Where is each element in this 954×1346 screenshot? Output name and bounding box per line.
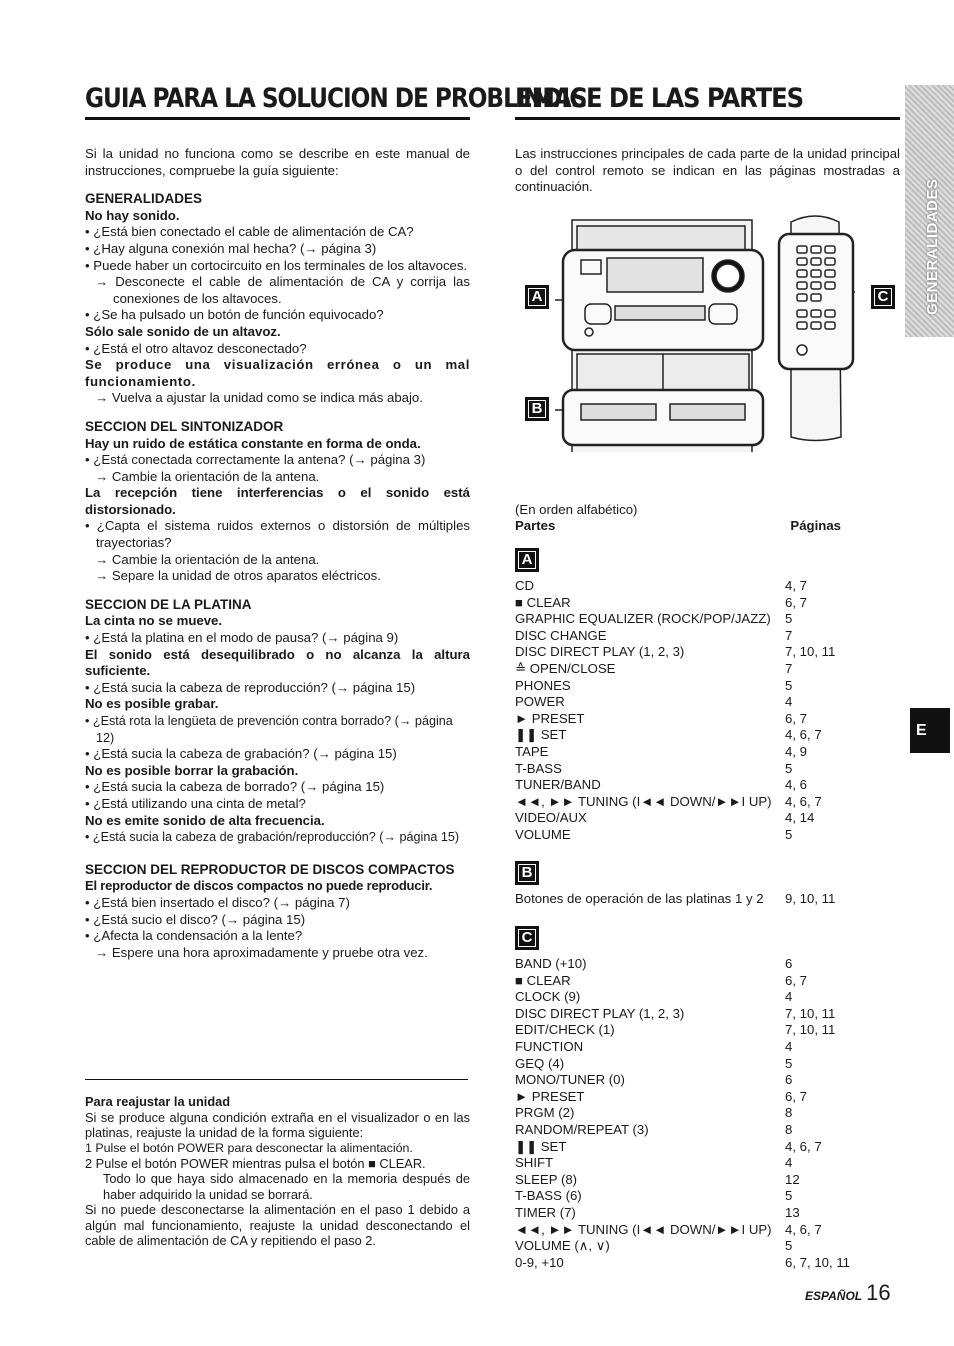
problem-heading: No es posible borrar la grabación. [85,762,299,778]
section-heading: SECCION DEL REPRODUCTOR DE DISCOS COMPACTOS [85,861,455,877]
part-name: VOLUME [515,826,571,842]
index-row [515,744,900,761]
part-name: PHONES [515,677,571,693]
check-item: • ¿Afecta la condensación a la lente? [85,928,303,944]
part-name: DISC CHANGE [515,627,607,643]
part-name: EDIT/CHECK (1) [515,1022,615,1038]
part-name: MONO/TUNER (0) [515,1072,625,1088]
index-row [515,661,900,678]
check-item: • ¿Se ha pulsado un botón de función equivocado? [85,307,384,323]
side-tab-label: GENERALIDADES [924,178,941,315]
part-pages: 6, 7 [785,594,807,610]
section-cd [85,862,470,962]
stereo-system-drawing [515,212,855,452]
section-tuner [85,419,470,585]
part-name: ❚❚ SET [515,727,567,743]
part-name: GEQ (4) [515,1055,565,1071]
reset-section [85,1094,470,1248]
index-row [515,711,900,728]
part-name: T-BASS [515,760,562,776]
index-row [515,761,900,778]
title-rule [85,117,470,120]
part-name: BAND (+10) [515,956,587,972]
index-row [515,827,900,844]
part-pages: 5 [785,611,793,627]
problem-heading: No es posible grabar. [85,696,219,712]
part-pages: 4, 9 [785,743,807,759]
part-pages: 5 [785,1055,793,1071]
index-row [515,644,900,661]
part-pages: 13 [785,1204,800,1220]
part-name: DISC DIRECT PLAY (1, 2, 3) [515,1005,685,1021]
part-name: VIDEO/AUX [515,810,587,826]
index-row [515,1188,900,1205]
part-pages: 5 [785,677,793,693]
check-item: • ¿Está rota la lengüeta de prevención contra borrado? (→ página 12) [85,714,453,745]
part-pages: 4, 6, 7 [785,1138,822,1154]
part-pages: 5 [785,1188,793,1204]
reset-step-note: Todo lo que haya sido almacenado en la memoria después de haber adquirido la unidad se borrará. [103,1171,470,1202]
index-row [515,1205,900,1222]
part-pages: 12 [785,1171,800,1187]
part-pages: 7 [785,660,793,676]
main-unit-drawing [555,220,763,452]
title-rule [515,117,900,120]
part-name: ❚❚ SET [515,1138,567,1154]
remedy-item: → Espere una hora aproximadamente y pruebe otra vez. [95,944,428,960]
part-name: GRAPHIC EQUALIZER (ROCK/POP/JAZZ) [515,611,771,627]
part-name: VOLUME (∧, ∨) [515,1238,610,1254]
index-row [515,794,900,811]
remedy-item: → Separe la unidad de otros aparatos eléctricos. [95,568,381,584]
index-header [515,518,841,535]
part-name: ► PRESET [515,710,585,726]
remedy-item: → Vuelva a ajustar la unidad como se indica más abajo. [95,390,423,406]
index-row [515,1238,900,1255]
check-item: • ¿Está la platina en el modo de pausa? (→ página 9) [85,630,399,646]
part-name: CLOCK (9) [515,989,581,1005]
part-pages: 6, 7 [785,972,807,988]
part-pages: 4, 6, 7 [785,1221,822,1237]
check-item: • ¿Está bien insertado el disco? (→ página 7) [85,894,350,910]
part-pages: 4 [785,1039,793,1055]
part-pages: 6, 7 [785,710,807,726]
reset-intro: Si se produce alguna condición extraña en el visualizador o en las platinas, reajuste la unidad de la forma siguiente: [85,1109,470,1141]
part-pages: 5 [785,1238,793,1254]
part-name: ◄◄, ►► TUNING (I◄◄ DOWN/►►I UP) [515,793,772,809]
part-name: SLEEP (8) [515,1171,578,1187]
index-row [515,1006,900,1023]
part-name: TAPE [515,743,549,759]
part-pages: 6, 7 [785,1088,807,1104]
index-groups [515,548,900,1271]
parts-index-intro: Las instrucciones principales de cada parte de la unidad principal o del control remoto se indican en las páginas mostradas a continuación. [515,146,900,195]
remedy-item: → Desconecte el cable de alimentación de CA y corrija las conexiones de los altavoces. [95,274,470,306]
section-heading: SECCION DEL SINTONIZADOR [85,418,284,434]
part-name: POWER [515,694,565,710]
index-row [515,891,900,908]
index-group-label: B [515,861,539,885]
problem-heading: Hay un ruido de estática constante en forma de onda. [85,435,421,451]
index-row [515,578,900,595]
part-pages: 4 [785,694,793,710]
section-heading: GENERALIDADES [85,191,203,207]
index-row [515,1039,900,1056]
language-tab: E [910,708,950,753]
part-pages: 4, 7 [785,577,807,593]
check-item: • ¿Está sucia la cabeza de borrado? (→ página 15) [85,779,385,795]
part-name: ■ CLEAR [515,972,571,988]
part-pages: 5 [785,760,793,776]
problem-heading: El sonido está desequilibrado o no alcanza la altura suficiente. [85,646,470,679]
index-row [515,777,900,794]
problem-heading: No es emite sonido de alta frecuencia. [85,812,325,828]
index-row [515,1155,900,1172]
check-item: • ¿Está sucia la cabeza de reproducción? (→ página 15) [85,679,416,695]
col-parts: Partes [515,518,556,534]
label-c: C [871,285,895,309]
label-a: A [525,285,549,309]
check-item: • ¿Está conectada correctamente la antena? (→ página 3) [85,452,426,468]
part-pages: 4, 6 [785,777,807,793]
part-name: DISC DIRECT PLAY (1, 2, 3) [515,644,685,660]
parts-index-column [515,82,900,1271]
section-side-tab [905,85,954,337]
index-row [515,727,900,744]
index-row [515,973,900,990]
part-pages: 7 [785,627,793,643]
index-row [515,1255,900,1272]
section-deck [85,597,470,846]
remedy-item: → Cambie la orientación de la antena. [95,551,320,567]
index-row [515,1105,900,1122]
index-row [515,810,900,827]
part-name: ≙ OPEN/CLOSE [515,660,616,676]
part-pages: 7, 10, 11 [785,1022,836,1038]
reset-step: 2 Pulse el botón POWER mientras pulsa el botón ■ CLEAR. [85,1155,426,1171]
part-name: SHIFT [515,1155,554,1171]
part-pages: 4, 14 [785,810,815,826]
index-row [515,1139,900,1156]
part-pages: 6, 7, 10, 11 [785,1254,851,1270]
section-general [85,191,470,407]
part-pages: 5 [785,826,793,842]
index-row [515,678,900,695]
index-row [515,1072,900,1089]
reset-divider [85,1079,468,1080]
part-name: T-BASS (6) [515,1188,582,1204]
part-name: FUNCTION [515,1039,584,1055]
index-row [515,956,900,973]
footer-language: ESPAÑOL [805,1289,863,1303]
troubleshooting-intro: Si la unidad no funciona como se describe en este manual de instrucciones, compruebe la guía siguiente: [85,146,470,178]
check-item: • ¿Hay alguna conexión mal hecha? (→ página 3) [85,240,377,256]
index-row [515,1222,900,1239]
index-row [515,611,900,628]
page-footer [805,1280,891,1305]
check-item: • ¿Capta el sistema ruidos externos o distorsión de múltiples trayectorias? [85,518,470,551]
reset-step: 1 Pulse el botón POWER para desconectar la alimentación. [85,1140,413,1155]
col-pages: Páginas [790,518,841,534]
part-name: PRGM (2) [515,1105,575,1121]
check-item: • ¿Está sucia la cabeza de grabación? (→ página 15) [85,746,397,762]
check-item: • ¿Está el otro altavoz desconectado? [85,340,307,356]
part-pages: 4, 6, 7 [785,793,822,809]
index-group-label: A [515,548,539,572]
problem-heading: Se produce una visualización errónea o un mal funcionamiento. [85,357,470,389]
index-row [515,1089,900,1106]
part-name: ► PRESET [515,1088,585,1104]
part-pages: 6 [785,1072,793,1088]
part-pages: 4, 6, 7 [785,727,822,743]
index-row [515,628,900,645]
troubleshooting-title: GUIA PARA LA SOLUCION DE PROBLEMAS [85,83,587,114]
check-item: • ¿Está sucia la cabeza de grabación/reproducción? (→ página 15) [85,830,460,845]
part-pages: 7, 10, 11 [785,1005,836,1021]
problem-heading: La recepción tiene interferencias o el sonido está distorsionado. [85,485,470,517]
check-item: • Puede haber un cortocircuito en los terminales de los altavoces. [85,257,468,273]
reset-heading: Para reajustar la unidad [85,1094,231,1110]
part-name: Botones de operación de las platinas 1 y 2 [515,891,764,907]
part-pages: 7, 10, 11 [785,644,836,660]
part-name: ■ CLEAR [515,594,571,610]
label-b: B [525,397,549,421]
section-heading: SECCION DE LA PLATINA [85,596,252,612]
problem-heading: El reproductor de discos compactos no puede reproducir. [85,878,433,894]
part-name: 0-9, +10 [515,1254,564,1270]
part-name: TUNER/BAND [515,777,601,793]
check-item: • ¿Está bien conectado el cable de alimentación de CA? [85,224,414,240]
index-row [515,1022,900,1039]
reset-outro: Si no puede desconectarse la alimentación en el paso 1 debido a algún mal funcionamiento, reajuste la unidad desconectando el cable de alimentación de CA y repitiendo el paso 2. [85,1202,470,1248]
part-name: TIMER (7) [515,1204,576,1220]
part-pages: 9, 10, 11 [785,891,836,907]
part-pages: 4 [785,989,793,1005]
problem-heading: La cinta no se mueve. [85,613,223,629]
order-note: (En orden alfabético) [515,501,638,517]
part-pages: 4 [785,1155,793,1171]
index-row [515,989,900,1006]
index-row [515,1172,900,1189]
part-name: ◄◄, ►► TUNING (I◄◄ DOWN/►►I UP) [515,1221,772,1237]
problem-heading: Sólo sale sonido de un altavoz. [85,323,281,339]
check-item: • ¿Está sucio el disco? (→ página 15) [85,911,306,927]
part-name: CD [515,577,535,593]
index-row [515,694,900,711]
part-name: RANDOM/REPEAT (3) [515,1122,649,1137]
index-group-label: C [515,926,539,950]
remedy-item: → Cambie la orientación de la antena. [95,468,320,484]
index-row [515,1056,900,1073]
part-pages: 6 [785,956,793,972]
remote-drawing [779,216,855,441]
problem-heading: No hay sonido. [85,207,180,223]
unit-illustration [515,212,900,502]
page-number: 16 [866,1280,891,1305]
check-item: • ¿Está utilizando una cinta de metal? [85,795,306,811]
index-row [515,1122,900,1139]
index-row [515,595,900,612]
part-pages: 8 [785,1105,793,1121]
part-pages: 8 [785,1122,793,1137]
parts-index-title: INDICE DE LAS PARTES [515,83,804,114]
